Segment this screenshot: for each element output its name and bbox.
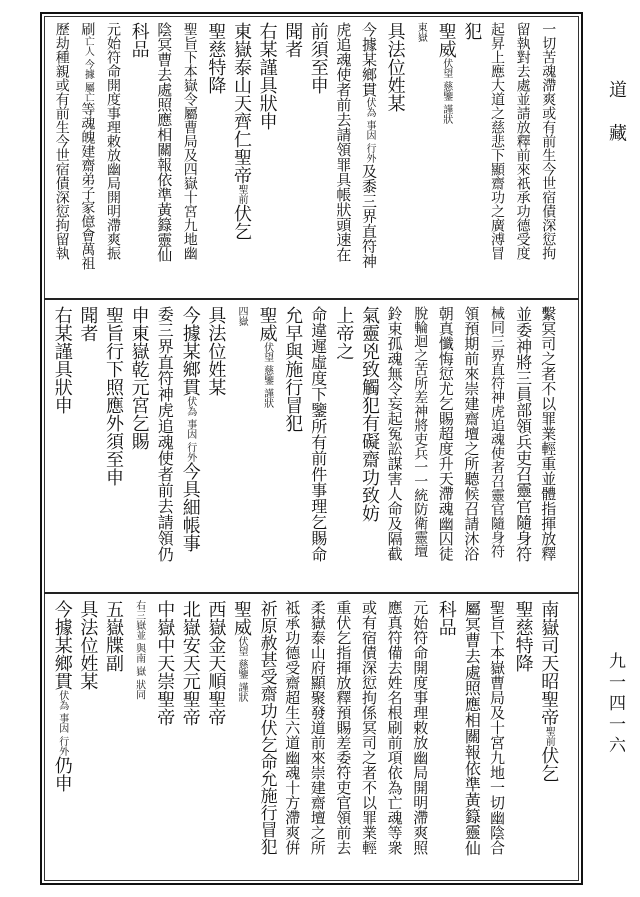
column-text: 犯	[461, 22, 483, 40]
column-text: 聖旨下本嶽曹局及十宮九地一切幽陰合	[488, 600, 506, 855]
column-text: 聞者	[77, 306, 99, 342]
text-column	[205, 600, 227, 876]
column-annotation: 伏為 事因 行外	[364, 97, 375, 164]
margin-page-number: 九一四一六	[605, 652, 625, 757]
column-annotation: 伏望 慈鑒 謹狀	[261, 342, 273, 409]
column-text: 脫輪迴之苦所差神將吏兵一一統防衛靈壇	[412, 306, 429, 558]
column-text-continued: 今具細帳事	[179, 462, 201, 553]
column-text: 今據某鄉貫	[360, 22, 378, 97]
column-text: 氣靈兇致觸犯有礙齋功致妨	[359, 306, 380, 522]
column-text: 申東嶽乾元宮乞賜	[128, 306, 150, 450]
text-column	[462, 600, 480, 876]
column-text: 允早與施行冒犯	[282, 306, 304, 432]
column-annotation: 伏望 慈鑒 謹狀	[440, 58, 452, 125]
text-column	[437, 22, 455, 292]
text-column	[258, 600, 276, 876]
text-column	[539, 22, 557, 292]
column-text: 具法位姓某	[384, 22, 406, 112]
column-text: 刷	[79, 22, 96, 36]
column-text: 聖慈特降	[512, 600, 534, 672]
column-text: 右某謹具狀申	[256, 22, 278, 130]
column-text: 科品	[128, 22, 150, 58]
column-text: 委三界直符神虎追魂使者前去請領仍	[155, 306, 175, 562]
text-column	[53, 306, 71, 586]
column-text: 留執對去處並請放釋前來祇承功德受度	[514, 22, 531, 260]
text-column	[411, 306, 429, 586]
column-text: 屬冥曹去處照應相關報依準黃籙靈仙	[462, 600, 482, 856]
text-column	[181, 22, 199, 292]
column-text: 聞者	[282, 22, 304, 58]
text-column	[514, 22, 532, 292]
text-column	[232, 600, 250, 876]
text-column	[309, 306, 327, 586]
column-text: 鈴束孤魂無令妄起冤訟謀害人命及隔截	[385, 306, 404, 561]
column-text-continued: 等魂魄建齋弟子家億會萬祖	[79, 102, 96, 271]
column-annotation: 伏望 慈鑒 謹狀	[236, 636, 247, 703]
column-text: 聖威	[256, 306, 278, 342]
text-column	[488, 306, 506, 586]
column-annotation: 伏為 事因 行外	[184, 396, 196, 463]
margin-book-title: 道 藏	[606, 80, 627, 152]
text-column	[78, 22, 96, 292]
text-column	[155, 22, 173, 292]
text-column	[309, 600, 327, 876]
column-text-continued: 仍申	[51, 756, 73, 793]
text-column	[53, 600, 71, 876]
column-text: 今據某鄉貫	[179, 306, 201, 396]
column-text: 南嶽司天昭聖帝	[538, 600, 560, 726]
column-text: 前須至申	[307, 22, 329, 94]
text-column	[488, 600, 506, 876]
text-column	[386, 306, 404, 586]
text-column	[104, 306, 122, 586]
column-text: 聖旨下本嶽令屬曹局及四嶽十宮九地幽	[181, 22, 198, 260]
column-text-continued: 伏乞	[231, 204, 252, 240]
text-column	[462, 306, 480, 586]
column-text: 上帝之	[333, 306, 355, 360]
column-text: 械同三界直符神虎追魂使者召靈官隨身符	[489, 306, 505, 558]
text-column	[282, 22, 304, 292]
text-column	[77, 306, 99, 586]
column-text-continued: 伏乞	[538, 746, 560, 782]
column-text: 聖慈特降	[205, 22, 227, 94]
column-text: 或有宿債深愆拘係冥司之者不以罪業輕	[360, 600, 378, 855]
text-column	[538, 600, 560, 876]
text-column	[258, 306, 276, 586]
text-column	[283, 600, 301, 876]
column-text: 東嶽泰山天齊仁聖帝	[231, 22, 252, 184]
text-column	[232, 306, 250, 586]
column-text: 科品	[435, 600, 457, 636]
text-column	[411, 600, 429, 876]
column-annotation: 亡人 今據 屬亡	[82, 36, 94, 103]
column-text: 今據某鄉貫	[51, 600, 73, 690]
text-column	[181, 600, 199, 876]
column-text: 柔嶽泰山府顯聚發道前來崇建齋壇之所	[308, 600, 327, 855]
column-text: 重伏乞指揮放釋預賜差委符吏官領前去	[334, 600, 353, 855]
text-column	[334, 22, 352, 292]
text-column	[104, 600, 122, 876]
column-text: 中嶽中天崇聖帝	[154, 600, 176, 726]
text-column	[386, 22, 404, 292]
column-text: 具法位姓某	[205, 306, 227, 396]
text-column	[360, 22, 378, 292]
text-column	[130, 600, 148, 876]
column-text: 虎追魂使者前去請領罪具帳狀頭速在	[334, 22, 353, 262]
text-column	[130, 22, 148, 292]
column-annotation: 聖前	[236, 184, 247, 204]
text-column	[334, 600, 352, 876]
column-text: 領預期前來崇建齋壇之所聽候召請沐浴	[462, 306, 481, 561]
column-annotation: 東嶽	[415, 22, 427, 42]
column-text: 聖威	[231, 600, 252, 636]
column-text: 並委神將三員部領兵吏召靈官隨身符	[513, 306, 533, 562]
column-text: 右某謹具狀申	[51, 306, 73, 414]
column-text: 元始符命開度事理敕放幽局開明滯爽振	[105, 22, 121, 260]
column-text: 陰冥曹去處照應相關報依準黃籙靈仙	[155, 22, 174, 262]
column-text: 元始符命開度事理敕放幽局開明滯爽照	[411, 600, 430, 855]
text-column	[411, 22, 429, 292]
column-text-continued: 及黍三界直符神	[360, 163, 378, 269]
column-text: 命違遲虛度下鑒所有前件事理乞賜命	[308, 306, 328, 562]
column-text: 聖旨行下照應外須至申	[103, 306, 124, 486]
text-column	[130, 306, 148, 586]
text-column	[437, 306, 455, 586]
text-column	[539, 306, 557, 586]
text-column	[514, 600, 532, 876]
text-column	[360, 600, 378, 876]
text-column	[386, 600, 404, 876]
text-column	[77, 600, 99, 876]
text-column	[154, 600, 176, 876]
text-column	[258, 22, 276, 292]
column-text: 朝真懺悔愆尤乞賜超度升天滯魂幽囚徒	[436, 306, 455, 561]
column-annotation: 伏為 事因 行外	[56, 690, 68, 757]
column-text: 祗承功德受齋超生六道幽魂十方滯爽倂	[283, 600, 302, 855]
text-column	[282, 306, 304, 586]
text-column	[309, 22, 327, 292]
column-text: 一切苦魂滯爽或有前生今世宿債深愆拘	[540, 22, 557, 260]
text-column	[488, 22, 506, 292]
text-column	[53, 22, 71, 292]
text-column	[155, 306, 173, 586]
text-column	[104, 22, 122, 292]
text-column	[437, 600, 455, 876]
text-column	[181, 306, 199, 586]
text-column	[514, 306, 532, 586]
text-column	[205, 306, 227, 586]
column-annotation: 四嶽	[236, 306, 247, 326]
text-column	[360, 306, 378, 586]
column-text: 北嶽安天元聖帝	[179, 600, 201, 726]
text-column	[461, 22, 483, 292]
column-text: 繫冥司之者不以罪業輕重並體指揮放釋	[539, 306, 558, 561]
panel-divider-2	[44, 592, 579, 594]
text-column	[232, 22, 250, 292]
column-text: 祈原赦甚受齋功伏乞命允施行冒犯	[256, 600, 277, 855]
column-text: 五嶽牒副	[103, 600, 124, 672]
text-column	[205, 22, 227, 292]
column-text: 歷劫種親或有前生今世宿債深愆拘留執	[53, 22, 70, 260]
text-column	[333, 306, 355, 586]
column-text: 應真符備去姓名根刷前項依為亡魂等衆	[385, 600, 404, 855]
panel-divider-1	[44, 298, 579, 300]
column-text: 西嶽金天順聖帝	[205, 600, 227, 726]
column-text: 具法位姓某	[77, 600, 99, 690]
column-annotation: 右三嶽並 與南 嶽 狀同	[133, 600, 145, 700]
column-text: 聖威	[435, 22, 457, 58]
column-annotation: 聖前	[543, 726, 555, 746]
column-text: 起昇上應大道之慈悲下顯齋功之廣溥冒	[489, 22, 505, 260]
